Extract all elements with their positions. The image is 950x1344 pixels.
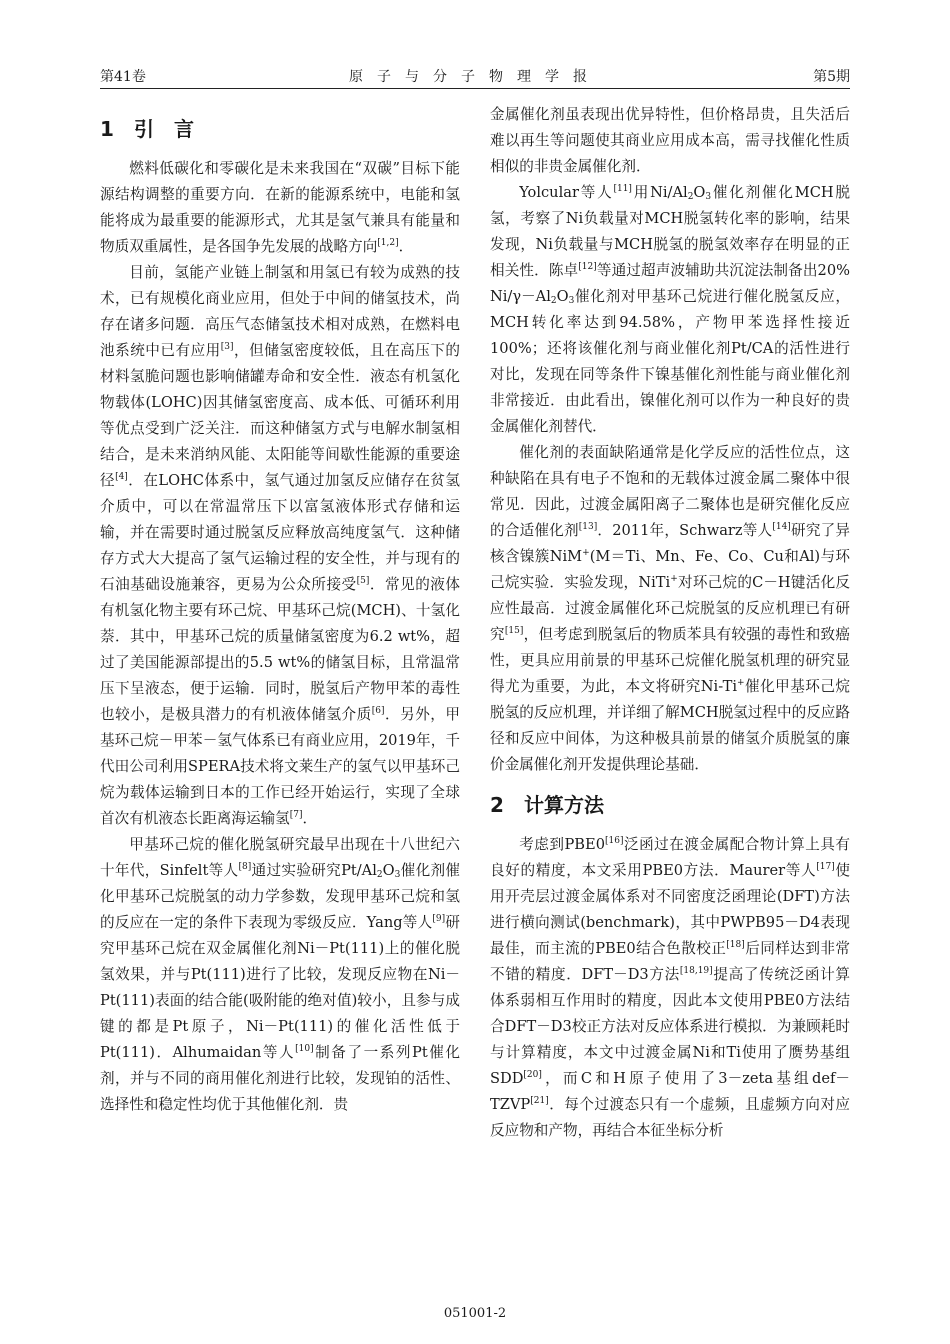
journal-title: 原子与分子物理学报 [349, 69, 601, 85]
issue-label: 第5期 [813, 69, 850, 85]
section-heading-method: 2 计算方法 [490, 793, 604, 817]
running-header [100, 62, 850, 89]
paragraph: 甲基环己烷的催化脱氢研究最早出现在十八世纪六十年代，Sinfelt等人[8]通过实验研究$Pt/Al_2O_3$催化剂催化甲基环己烷脱氢的动力学参数，发现甲基环己烷和氢的反应在一定的条件下表现为零级反应．Yang等人[9]研究甲基环己烷在双金属催化剂Ni－Pt(111)上的催化脱氢效果，并与Pt(111)进行了比较，发现反应物在Ni－Pt(111)表面的结合能(吸附能的绝对值)较小，且参与成键的都是Pt原子，Ni－Pt(111)的催化活性低于Pt(111)．Alhumaidan等人[10]制备了一系列Pt催化剂，并与不同的商用催化剂进行比较，发现铂的活性、选择性和稳定性均优于其他催化剂．贵 [100, 836, 461, 1113]
paragraph: 目前，氢能产业链上制氢和用氢已有较为成熟的技术，已有规模化商业应用，但处于中间的储氢技术，尚存在诸多问题．高压气态储氢技术相对成熟，在燃料电池系统中已有应用[3]，但储氢密度较低，且在高压下的材料氢脆问题也影响储罐寿命和安全性．液态有机氢化物载体(LOHC)因其储氢密度高、成本低、可循环利用等优点受到广泛关注．而这种储氢方式与电解水制氢相结合，是未来消纳风能、太阳能等间歇性能源的重要途径[4]．在LOHC体系中，氢气通过加氢反应储存在贫氢介质中，可以在常温常压下以富氢液体形式存储和运输，并在需要时通过脱氢反应释放高纯度氢气．这种储存方式大大提高了氢气运输过程的安全性，并与现有的石油基础设施兼容，更易为公众所接受[5]．常见的液体有机氢化物主要有环己烷、甲基环己烷(MCH)、十氢化萘．其中，甲基环己烷的质量储氢密度为6.2 wt%，超过了美国能源部提出的5.5 wt%的储氢目标，且常温常压下呈液态，便于运输．同时，脱氢后产物甲苯的毒性也较小，是极具潜力的有机液体储氢介质[6]．另外，甲基环己烷－甲苯－氢气体系已有商业应用，2019年，千代田公司利用SPERA技术将文莱生产的氢气以甲基环己烷为载体运输到日本的工作已经开始运行，实现了全球首次有机液态长距离海运输氢[7]． [100, 264, 460, 827]
volume-label: 第41卷 [100, 69, 146, 85]
left-column [100, 102, 460, 1118]
paragraph: 催化剂的表面缺陷通常是化学反应的活性位点，这种缺陷在具有电子不饱和的无载体过渡金属二聚体中很常见．因此，过渡金属阳离子二聚体也是研究催化反应的合适催化剂[13]．2011年，Schwarz等人[14]研究了异核含镍簇NiM+(M＝Ti、Mn、Fe、Co、Cu和Al)与环己烷实验．实验发现，NiTi+对环己烷的C－H键活化反应性最高．过渡金属催化环己烷脱氢的反应机理已有研究[15]，但考虑到脱氢后的物质苯具有较强的毒性和致癌性，更具应用前景的甲基环己烷催化脱氢机理的研究显得尤为重要，为此，本文将研究Ni-Ti+催化甲基环己烷脱氢的反应机理，并详细了解MCH脱氢过程中的反应路径和反应中间体，为这种极具前景的储氢介质脱氢的廉价金属催化剂开发提供理论基础． [490, 444, 850, 773]
section-heading-intro: 1 引言 [100, 117, 214, 141]
right-column [490, 102, 850, 1144]
paragraph: 金属催化剂虽表现出优异特性，但价格昂贵，且失活后难以再生等问题使其商业应用成本高，需寻找催化性质相似的非贵金属催化剂． [490, 106, 850, 175]
page-number: 051001-2 [443, 1306, 507, 1321]
paragraph: 燃料低碳化和零碳化是未来我国在“双碳”目标下能源结构调整的重要方向．在新的能源系统中，电能和氢能将成为最重要的能源形式，尤其是氢气兼具有能量和物质双重属性，是各国争先发展的战略方向[1,2]． [100, 160, 460, 255]
paragraph: 考虑到PBE0[16]泛函过在渡金属配合物计算上具有良好的精度，本文采用PBE0方法．Maurer等人[17]使用开壳层过渡金属体系对不同密度泛函理论(DFT)方法进行横向测试(benchmark)，其中PWPB95－D4表现最佳，而主流的PBE0结合色散校正[18]后同样达到非常不错的精度．DFT－D3方法[18,19]提高了传统泛函计算体系弱相互作用时的精度，因此本文使用PBE0方法结合DFT－D3校正方法对反应体系进行模拟．为兼顾耗时与计算精度，本文中过渡金属Ni和Ti使用了赝势基组SDD[20]，而C和H原子使用了3－zeta基组def－TZVP[21]．每个过渡态只有一个虚频，且虚频方向对应反应物和产物，再结合本征坐标分析 [490, 836, 850, 1139]
paragraph: Yolcular等人[11]用$Ni/Al_2O_3$催化剂催化MCH脱氢，考察了Ni负载量对MCH脱氢转化率的影响，结果发现，Ni负载量与MCH脱氢的脱氢效率存在明显的正相关性．陈卓[12]等通过超声波辅助共沉淀法制备出20% $Ni/\gamma-Al_2O_3$催化剂对甲基环己烷进行催化脱氢反应，MCH转化率达到94.58%，产物甲苯选择性接近100%；还将该催化剂与商业催化剂Pt/CA的活性进行对比，发现在同等条件下镍基催化剂性能与商业催化剂非常接近．由此看出，镍催化剂可以作为一种良好的贵金属催化剂替代． [490, 184, 851, 435]
